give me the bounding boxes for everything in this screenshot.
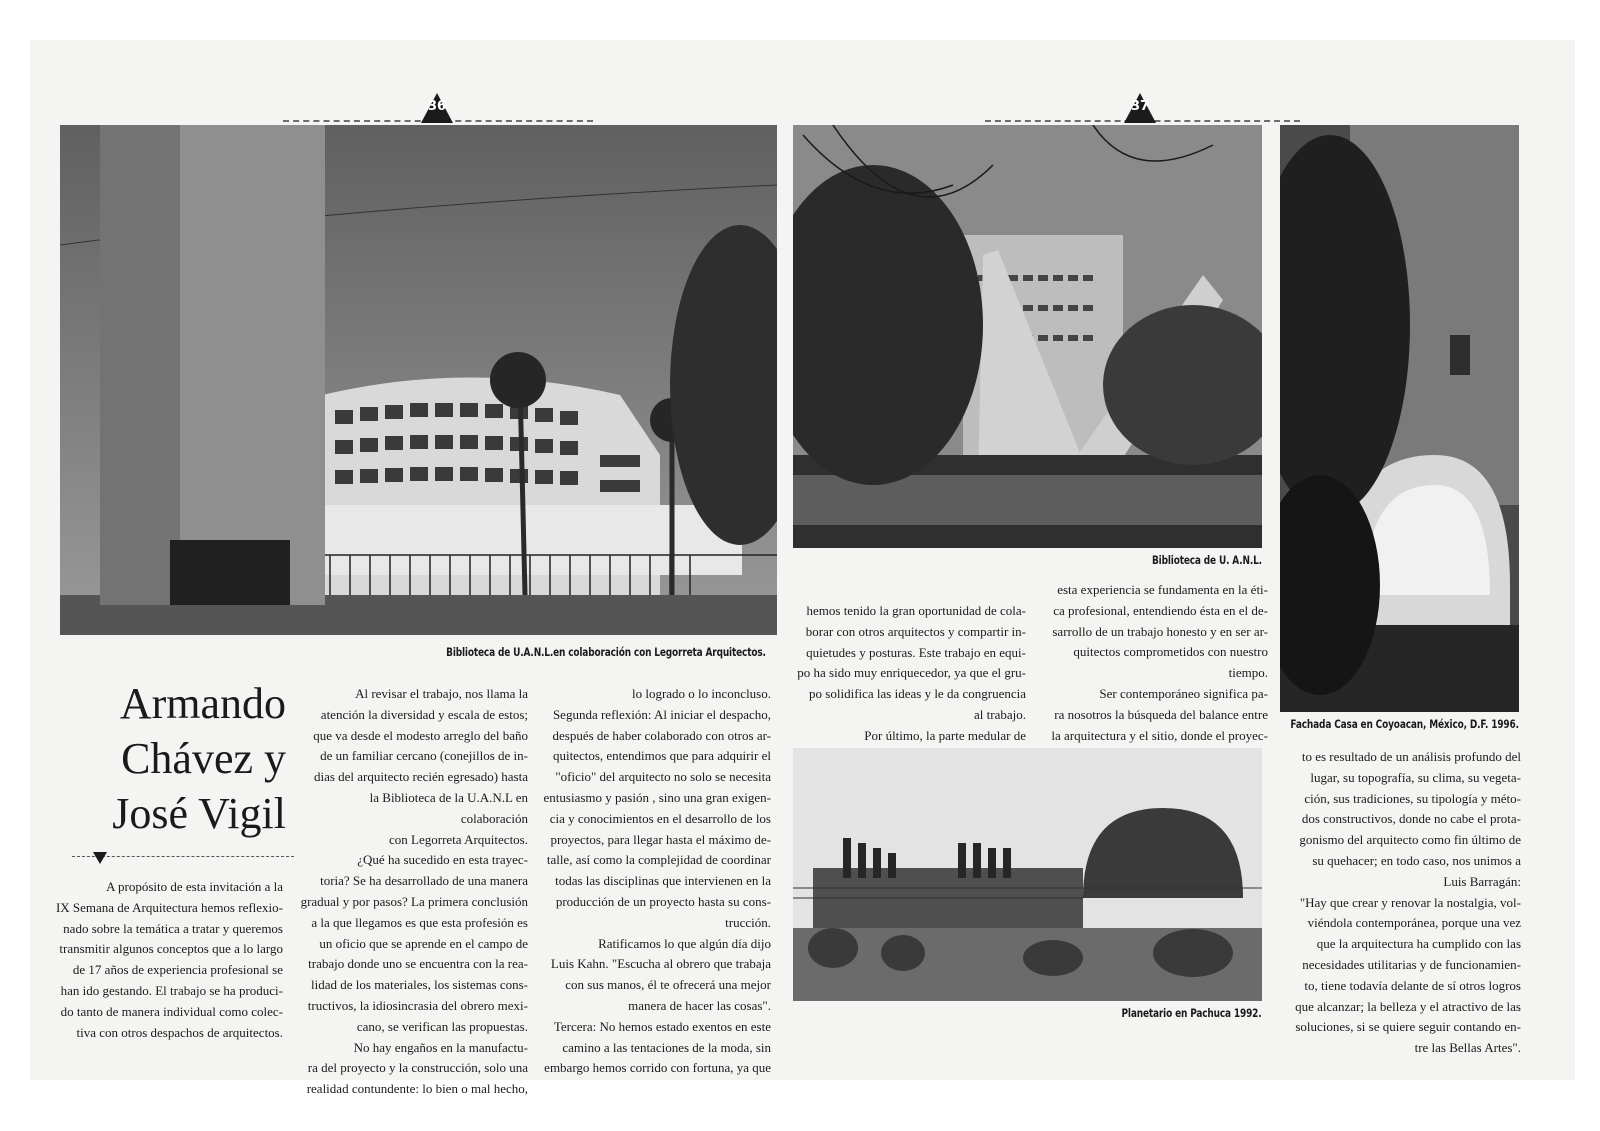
text-line: de 17 años de experiencia profesional se [72,962,283,978]
text-line: ¿Qué ha sucedido en esta trayec- [357,852,528,868]
text-line: proyectos, para llegar hasta el máximo de- [550,831,771,847]
title-line: Chávez y [121,734,286,783]
page-number-left-text: 36 [427,99,447,114]
text-line: tre las Bellas Artes". [1414,1040,1521,1056]
text-line: nado sobre la temática a tratar y queremos [63,920,283,936]
text-line: quitectos comprometidos con nuestro [1073,644,1268,660]
text-line: sarrollo de un trabajo honesto y en ser ar- [1052,623,1268,639]
text-line: viéndola contemporánea, porque una vez [1307,915,1521,931]
text-column-6 [1283,747,1521,1059]
photo-casa-coyoacan [1280,125,1519,712]
text-line: Al revisar el trabajo, nos llama la [355,686,528,701]
text-line: la Biblioteca de la U.A.N.L en colaboración [369,789,528,826]
text-line: un oficio que se aprende en el campo de [319,935,528,951]
text-line: Ser contemporáneo significa pa- [1099,685,1268,701]
text-line: ra nosotros la búsqueda del balance entre [1054,706,1268,722]
caption-main: Biblioteca de U.A.N.L.en colaboración con Legorreta Arquitectos. [446,645,766,659]
text-line: to, tiene todavía delante de sí otros logros [1304,977,1521,993]
text-line: trabajo donde uno se encuentra con la rea- [308,956,528,972]
text-line: lo logrado o lo inconcluso. [631,686,771,701]
text-line: gradual y por pasos? La primera conclusión [300,893,528,909]
text-line: IX Semana de Arquitectura hemos reflexio- [55,899,283,915]
caption-far-right: Fachada Casa en Coyoacan, México, D.F. 1996. [1290,717,1519,731]
text-line: ción, sus tradiciones, su tipología y méto- [1304,790,1521,806]
text-line: A propósito de esta invitación a la [106,879,283,894]
triangle-marker-icon [93,852,107,864]
text-line: realidad contundente: lo bien o mal hecho, [306,1081,528,1097]
text-line: después de haber colaborado con otros ar- [552,727,771,743]
text-line: la arquitectura y el sitio, donde el proyec- [1051,727,1268,743]
text-line: con Legorreta Arquitectos. [389,831,528,847]
text-line: hemos tenido la gran oportunidad de cola- [806,603,1026,618]
text-line: ra del proyecto y la construcción, solo una [307,1060,528,1076]
text-line: lidad de los materiales, los sistemas cons- [311,977,528,993]
text-line: producción de un proyecto hasta su cons- [555,893,771,909]
text-line: han ido gestando. El trabajo se ha produci- [60,982,283,998]
text-line: a la que llegamos es que esta profesión es [311,914,528,930]
text-line: gonismo del arquitecto como fin último de [1299,832,1521,848]
text-line: camino a las tentaciones de la moda, sin [562,1039,771,1055]
text-line: tructivos, la idiosincrasia del obrero mexi- [307,997,528,1013]
text-line: necesidades utilitarias y de funcionamien- [1302,956,1521,972]
text-line: Por último, la parte medular de [864,727,1026,743]
title-line: José Vigil [112,789,286,838]
text-line: cano, se verifican las propuestas. [356,1018,528,1034]
photo-planetario-pachuca [793,748,1262,1001]
title-line: Armando [119,679,286,728]
text-column-3 [540,684,771,1079]
text-line: po solidifica las ideas y le da congruencia [809,686,1026,702]
text-line: to es resultado de un análisis profundo del [1301,749,1521,764]
text-line: atención la diversidad y escala de estos; [320,706,528,722]
text-line: soluciones, si se quiere seguir contando en- [1295,1019,1521,1035]
text-column-1 [55,877,283,1043]
text-line: tiva con otros despachos de arquitectos. [76,1024,283,1040]
text-line: que va desde el modesto arreglo del baño [313,727,528,743]
caption-top-right: Biblioteca de U. A.N.L. [1152,553,1262,567]
text-line: po ha sido muy enriquecedor, ya que el gru- [797,665,1026,681]
text-line: borar con otros arquitectos y compartir in- [805,623,1026,639]
page-number-left [421,93,453,123]
text-line: Luis Kahn. "Escucha al obrero que trabaja [550,956,771,972]
text-line: dos constructivos, donde no cabe el prota- [1301,811,1521,827]
text-line: manera de hacer las cosas". [628,997,771,1013]
text-line: de un familiar cercano (conejillos de in- [320,748,528,764]
text-line: do tanto de manera individual como colec- [60,1003,283,1019]
text-line: toria? Se ha desarrollado de una manera [320,873,528,889]
text-line: embargo hemos corrido con fortuna, ya que [544,1060,771,1076]
text-line: que la arquitectura ha cumplido con las [1316,936,1521,952]
text-line: todas las disciplinas que intervienen en la [555,873,771,889]
article-title [90,676,286,841]
text-line: esta experiencia se fundamenta en la éti- [1057,582,1268,597]
page-number-right-text: 37 [1130,99,1150,114]
text-column-4 [795,601,1026,747]
text-line: con sus manos, él te ofrecerá una mejor [565,977,771,993]
text-line: ca profesional, entendiendo ésta en el de- [1053,602,1268,618]
text-line: talle, así como la complejidad de coordinar [546,852,771,868]
text-line: "oficio" del arquitecto no solo se necesita [555,769,771,785]
text-line: Segunda reflexión: Al iniciar el despacho, [552,706,771,722]
photo-biblioteca-uanl-2 [793,125,1262,548]
text-line: Tercera: No hemos estado exentos en este [553,1018,771,1034]
text-line: tiempo. [1228,665,1268,681]
text-line: dias del arquitecto recién egresado) hasta [313,769,528,785]
text-line: Ratificamos lo que algún día dijo [598,935,771,951]
text-line: cia y conocimientos en el desarrollo de los [549,810,771,826]
text-line: trucción. [725,914,771,930]
caption-bottom: Planetario en Pachuca 1992. [1121,1006,1262,1020]
page-number-right [1124,93,1156,123]
text-line: quitectos, entendimos que para adquirir el [552,748,771,764]
text-line: "Hay que crear y renovar la nostalgia, vol- [1299,894,1521,910]
text-column-2 [300,684,528,1100]
text-line: entusiasmo y pasión , sino una gran exigen- [543,789,771,805]
text-line: lugar, su topografía, su clima, su vegeta- [1310,769,1521,785]
text-line: que alcanzar; la belleza y el atractivo de las [1295,998,1521,1014]
text-line: No hay engaños en la manufactu- [353,1039,528,1055]
text-line: al trabajo. [974,706,1026,722]
text-line: su quehacer; en todo caso, nos unimos a [1312,852,1521,868]
photo-biblioteca-uanl [60,125,777,635]
text-line: Luis Barragán: [1443,873,1521,889]
text-line: quietudes y posturas. Este trabajo en equi- [806,644,1026,660]
text-column-5 [1038,580,1268,746]
text-line: transmitir algunos conceptos que a lo largo [59,941,283,957]
